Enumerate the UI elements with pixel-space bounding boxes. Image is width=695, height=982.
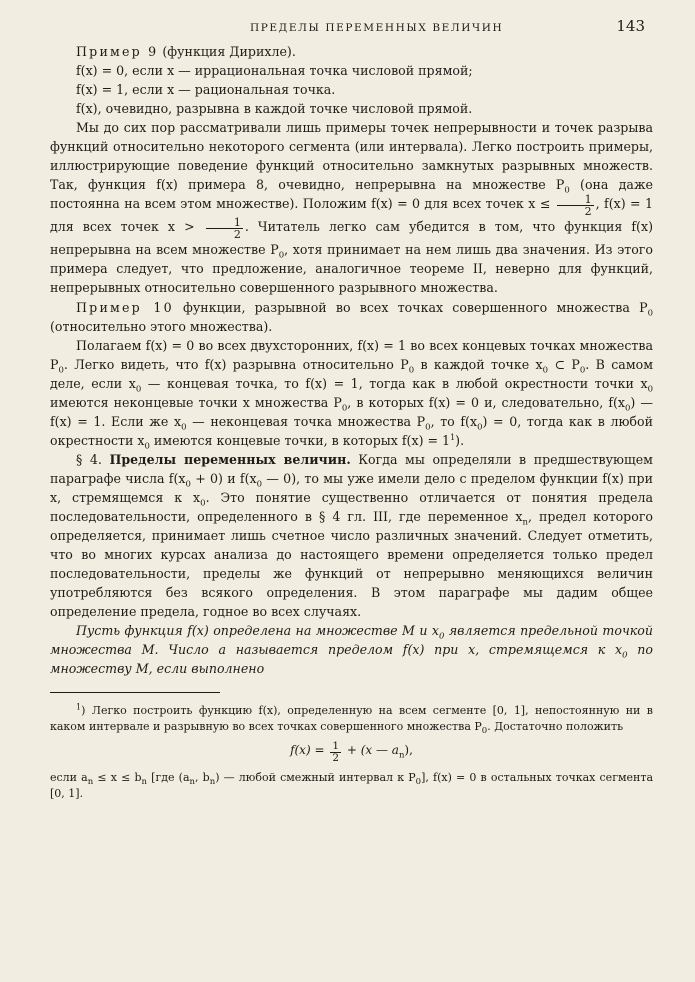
section-4: § 4. Пределы переменных величин. Когда мы определяли в предшествующем параграфе числа $f(x_0 + 0)$ и $f(x_0$ — 0), то мы уже имели дело с пределом функции f(x) при x, стремящемся к $x_0$. Это понятие существенно отличается от понятия предела последовательности, определенного в § 4 гл. III, где переменное $x_n$, предел которого определяется, принимает лишь счетное число различных значений. Следует отметить, что во многих курсах анализа до настоящего времени определяется только предел последовательности, пределы же функций от непрерывно меняющихся величин употребляются без всякого определения. В этом параграфе мы дадим общее определение предела, годное во всех случаях. — [50, 451, 654, 620]
running-head: ПРЕДЕЛЫ ПЕРЕМЕННЫХ ВЕЛИЧИН — [250, 22, 504, 34]
example-9-title-rest: (функция Дирихле). — [158, 44, 296, 59]
example-9-heading — [50, 42, 653, 61]
footnote-text: $^1$) Легко построить функцию f(x), определенную на всем сегменте [0, 1], непостоянную ни в каком интервале и разрывную во всех точках совершенного множества $P_0$. Достаточно положить — [50, 702, 653, 737]
page-number: 143 — [616, 17, 645, 35]
section-title: Пределы переменных величин. — [109, 451, 351, 467]
example-9-line-1: f(x) = 0, если x — иррациональная точка числовой прямой; — [76, 63, 473, 79]
fraction-one-half: $\frac{1}{2}$ — [557, 194, 594, 217]
example-10-heading: Пример 10 функции, разрывной во всех точках совершенного множества $P_0$ (относительно этого множества). — [50, 299, 654, 334]
paragraph-example-10: Полагаем f(x) = 0 во всех двухсторонних, f(x) = 1 во всех концевых точках множества $P_0$. Легко видеть, что f(x) разрывна относительно $P_0$ в каждой точке $x_0$ ⊂ $P_0$. В самом деле, если $x_0$ — концевая точка, то f(x) = 1, тогда как в любой окрестности точки $x_0$ имеются неконцевые точки x множества $P_0$, в которых f(x) = 0 и, следовательно, $f(x_0)$ — f(x) = 1. Если же $x_0$ — неконцевая точка множества $P_0$, то $f(x_0) = 0$, тогда как в любой окрестности $x_0$ имеются концевые точки, в которых $f(x) = 1^1$). — [50, 337, 653, 452]
section-number: § 4. — [76, 451, 102, 467]
limit-definition: Пусть функция f(x) определена на множестве M и $x_0$ является предельной точкой множества M. Число a называется пределом f(x) при x, стремящемся к $x_0$ по множеству M, если выполнено — [50, 623, 653, 677]
main-text — [50, 42, 653, 678]
footnote-fraction: $\frac{1}{2}$ — [332, 740, 340, 765]
footnote-ref: 1 — [450, 432, 456, 442]
footnote — [50, 703, 653, 802]
footnote-rule — [50, 692, 220, 693]
example-9-line-3: f(x), очевидно, разрывна в каждой точке числовой прямой. — [76, 101, 473, 117]
footnote-text-end: если $a_n \le x \le b_n$ [где ($a_n$, $b_n$) — любой смежный интервал к $P_0$], f(x) = 0 в остальных точках сегмента [0, 1]. — [50, 771, 653, 801]
fraction-one-half-2: $\frac{1}{2}$ — [206, 217, 243, 240]
page-header — [50, 12, 653, 42]
example-9-label: Пример 9 — [76, 44, 159, 59]
example-9-line-2: f(x) = 1, если x — рациональная точка. — [76, 82, 336, 98]
footnote-formula: f(x) = $\frac{1}{2}$ + (x — $a_n$), — [290, 740, 413, 765]
example-10-label: Пример 10 — [76, 299, 174, 315]
paragraph-continuity-examples: Мы до сих пор рассматривали лишь примеры точек непрерывности и точек разрыва функций относительно некоторого сегмента (или интервала). Легко построить примеры, иллюстрирующие поведение функций относительно замкнутых разрывных множеств. Так, функция f(x) примера 8, очевидно, непрерывна на множестве $P_0$ (она даже постоянна на всем этом множестве). Положим f(x) = 0 для всех точек x ≤ $\frac{1}{2}$ , f(x) = 1 для всех точек x > $\frac{1}{2}$ . Читатель легко сам убедится в том, что функция f(x) непрерывна на всем множестве $P_0$, хотя принимает на нем лишь два значения. Из этого примера следует, что предложение, аналогичное теореме II, неверно для функций, непрерывных относительно совершенного разрывного множества. — [50, 120, 653, 296]
